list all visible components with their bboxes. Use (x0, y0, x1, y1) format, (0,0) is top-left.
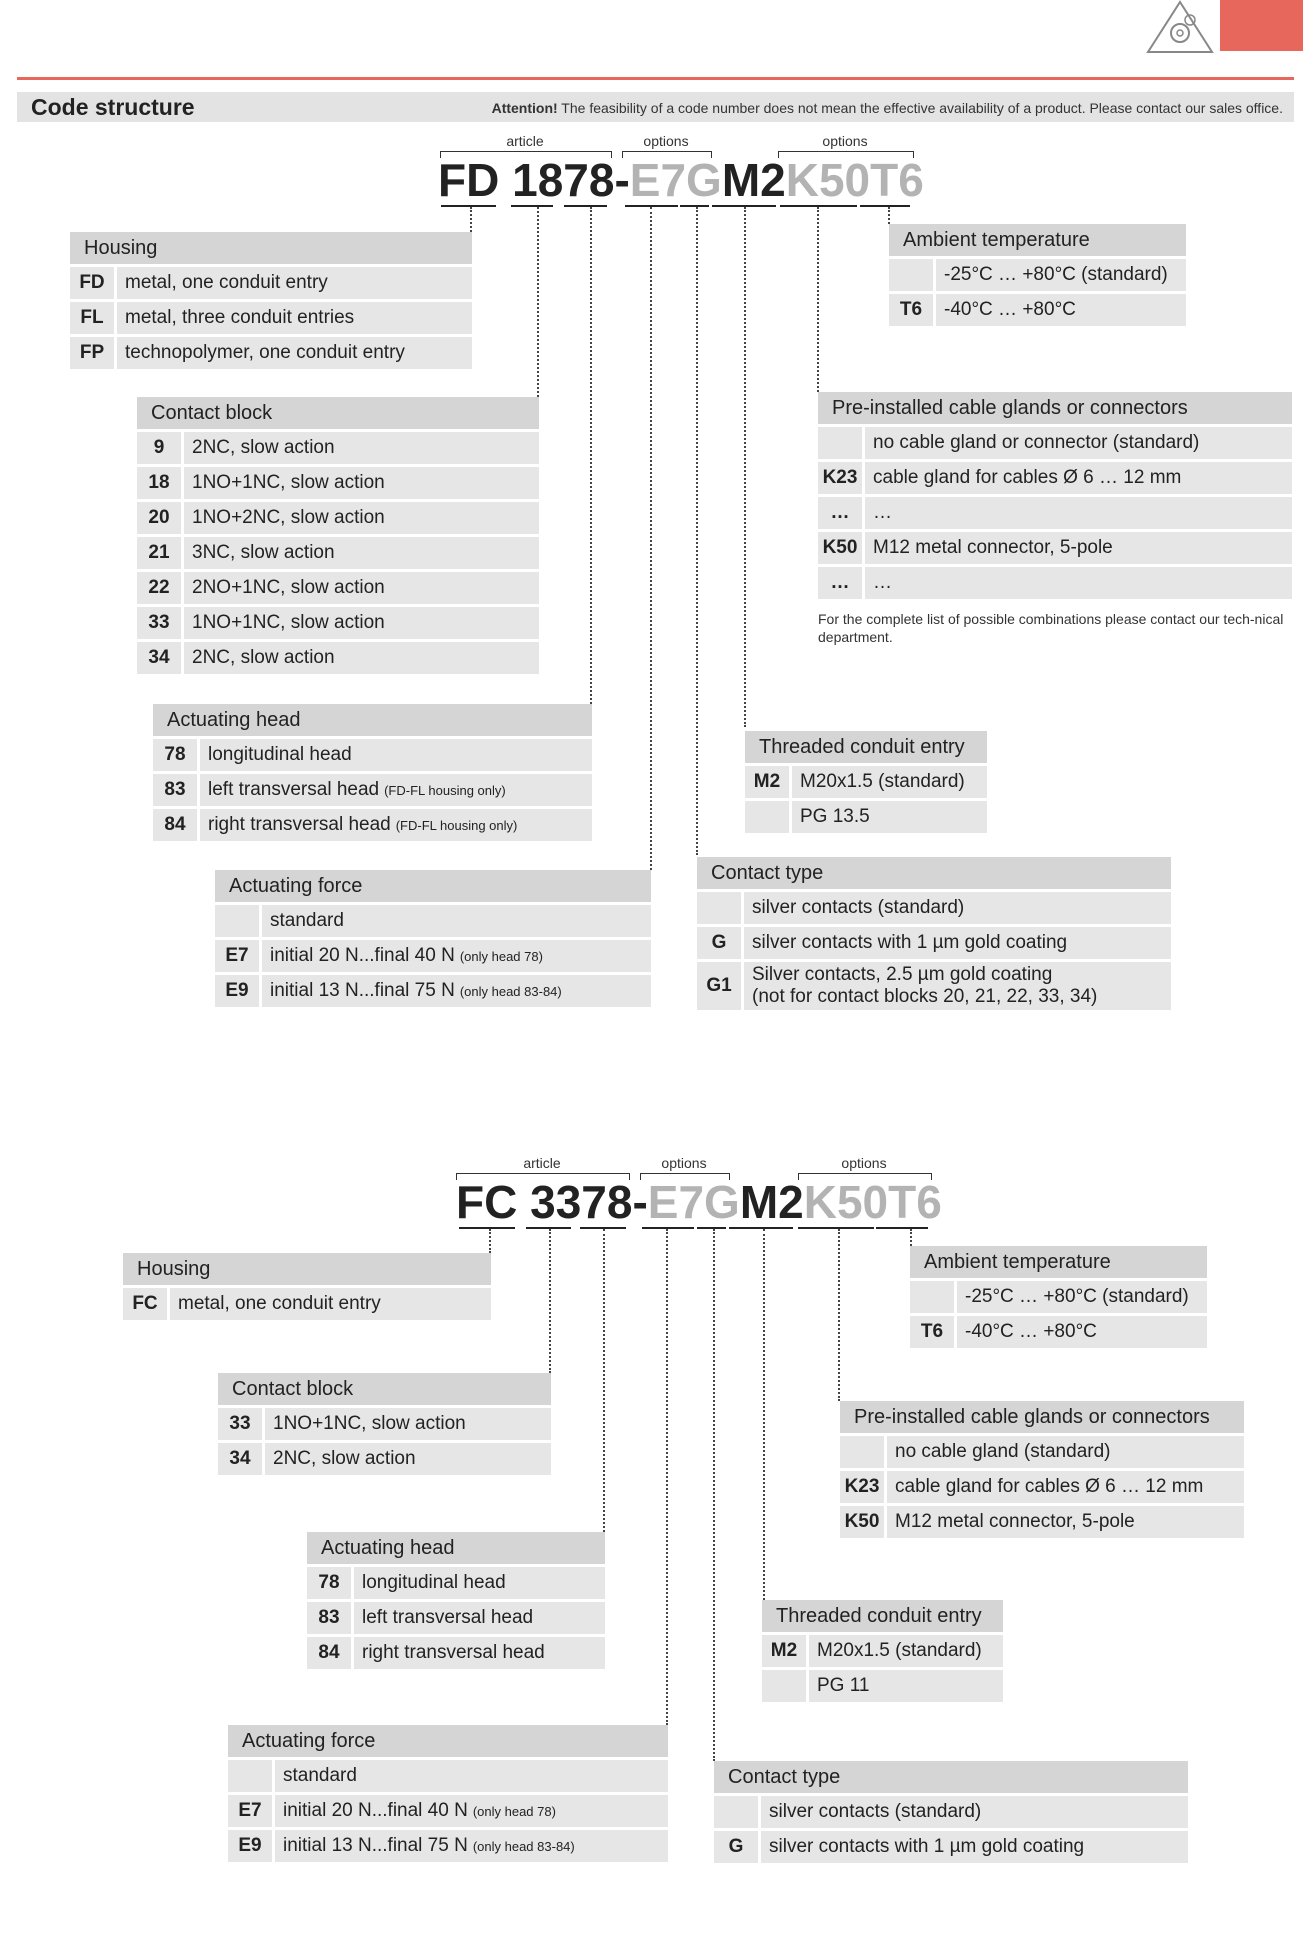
table-row (697, 962, 1171, 1010)
connector-line (888, 207, 890, 224)
attention-text: The feasibility of a code number does not mean the effective availability of a product. Please contact our sales office. (557, 100, 1283, 116)
table-row (818, 497, 1292, 529)
table-title: Threaded conduit entry (762, 1600, 1003, 1632)
connector-line (489, 1229, 491, 1253)
housing-table (70, 232, 472, 372)
table-title: Actuating force (215, 870, 651, 902)
actuating-force-table (228, 1725, 668, 1865)
option-code: 83 (307, 1602, 351, 1634)
option-desc: M12 metal connector, 5-pole (887, 1506, 1244, 1538)
option-code (762, 1670, 806, 1702)
option-desc: M20x1.5 (standard) (792, 766, 987, 798)
code-housing: FC (456, 1176, 518, 1228)
segment-label-options: options (841, 1155, 887, 1171)
option-desc (275, 1795, 668, 1827)
option-desc: M20x1.5 (standard) (809, 1635, 1003, 1667)
table-row (840, 1471, 1244, 1503)
option-desc (262, 905, 651, 937)
option-code (818, 427, 862, 459)
corner-accent-bar (1220, 0, 1303, 51)
connector-line (838, 1229, 840, 1401)
threaded-entry-table (762, 1600, 1003, 1705)
option-desc (200, 774, 592, 806)
option-code: 33 (218, 1408, 262, 1440)
table-row (818, 567, 1292, 599)
table-row (228, 1830, 668, 1862)
contact-block-table (137, 397, 539, 677)
option-desc: 3NC, slow action (184, 537, 539, 569)
code-underline (876, 1227, 928, 1229)
option-desc (744, 962, 1171, 1010)
connector-line (666, 1229, 668, 1725)
option-desc: PG 13.5 (792, 801, 987, 833)
cable-glands-table (840, 1401, 1244, 1541)
table-row (697, 927, 1171, 959)
product-code-2 (456, 1176, 942, 1228)
option-desc-text: longitudinal head (208, 744, 352, 765)
option-desc (262, 975, 651, 1007)
code-dash: - (632, 1176, 648, 1228)
threaded-entry-table (745, 731, 987, 836)
table-row (840, 1436, 1244, 1468)
option-code: K23 (818, 462, 862, 494)
option-desc: -25°C … +80°C (standard) (957, 1281, 1207, 1313)
option-code: 78 (307, 1567, 351, 1599)
code-underline (680, 205, 709, 207)
table-row (307, 1637, 605, 1669)
option-desc-line: (not for contact blocks 20, 21, 22, 33, 34) (752, 986, 1098, 1007)
option-desc: -40°C … +80°C (936, 294, 1186, 326)
table-title: Housing (70, 232, 472, 264)
option-code: 84 (153, 809, 197, 841)
code-threaded: M2 (721, 154, 786, 206)
option-code: … (818, 497, 862, 529)
option-desc-text: initial 20 N...final 40 N (283, 1800, 468, 1821)
connector-line (744, 207, 746, 727)
segment-label-article: article (523, 1155, 561, 1171)
table-title: Housing (123, 1253, 491, 1285)
contact-type-table (697, 857, 1171, 1013)
option-desc: 2NC, slow action (184, 642, 539, 674)
segment-label-options: options (643, 133, 689, 149)
contact-type-table (714, 1761, 1188, 1866)
option-desc: M12 metal connector, 5-pole (865, 532, 1292, 564)
table-row (697, 892, 1171, 924)
table-row (137, 467, 539, 499)
option-desc: 1NO+2NC, slow action (184, 502, 539, 534)
code-underline (798, 1227, 874, 1229)
table-row (745, 801, 987, 833)
option-desc: silver contacts with 1 µm gold coating (744, 927, 1171, 959)
option-code: 33 (137, 607, 181, 639)
option-code: T6 (910, 1316, 954, 1348)
gear-warning-icon (1146, 0, 1214, 54)
table-row (910, 1316, 1207, 1348)
connector-line (713, 1229, 715, 1761)
code-dash: - (614, 154, 630, 206)
code-threaded: M2 (739, 1176, 804, 1228)
table-row (153, 739, 592, 771)
option-code: FL (70, 302, 114, 334)
option-desc-text: initial 13 N...final 75 N (270, 980, 455, 1001)
option-desc: metal, three conduit entries (117, 302, 472, 334)
table-row (228, 1795, 668, 1827)
code-underline (729, 1227, 793, 1229)
table-title: Threaded conduit entry (745, 731, 987, 763)
option-desc: silver contacts (standard) (744, 892, 1171, 924)
table-title: Actuating head (307, 1532, 605, 1564)
table-row (137, 572, 539, 604)
option-code: 18 (137, 467, 181, 499)
table-row (70, 267, 472, 299)
ambient-temperature-table (889, 224, 1186, 329)
table-row (818, 532, 1292, 564)
table-row (215, 905, 651, 937)
option-code: G1 (697, 962, 741, 1010)
table-row (218, 1408, 551, 1440)
option-code (910, 1281, 954, 1313)
table-title: Contact type (697, 857, 1171, 889)
option-code: 21 (137, 537, 181, 569)
option-code: 78 (153, 739, 197, 771)
table-row (228, 1760, 668, 1792)
table-row (137, 642, 539, 674)
option-code (215, 905, 259, 937)
table-row (307, 1567, 605, 1599)
code-underline (441, 205, 496, 207)
code-underline (642, 1227, 694, 1229)
option-desc-text: initial 13 N...final 75 N (283, 1835, 468, 1856)
option-note: (only head 78) (472, 1803, 556, 1819)
option-desc-text: left transversal head (208, 779, 380, 800)
connector-line (537, 207, 539, 397)
table-row (123, 1288, 491, 1320)
table-row (218, 1443, 551, 1475)
segment-label-options: options (661, 1155, 707, 1171)
connector-line (549, 1229, 551, 1373)
table-row (153, 774, 592, 806)
option-code (714, 1796, 758, 1828)
option-code: K23 (840, 1471, 884, 1503)
header-rule (17, 77, 1294, 80)
option-code: FC (123, 1288, 167, 1320)
option-code: G (697, 927, 741, 959)
table-row (889, 294, 1186, 326)
option-code: FD (70, 267, 114, 299)
table-row (714, 1831, 1188, 1863)
connector-line (817, 207, 819, 392)
option-desc: 1NO+1NC, slow action (265, 1408, 551, 1440)
option-desc-text: standard (270, 910, 344, 931)
table-title: Ambient temperature (910, 1246, 1207, 1278)
table-title: Actuating force (228, 1725, 668, 1757)
option-code: G (714, 1831, 758, 1863)
table-row (215, 940, 651, 972)
table-title: Contact type (714, 1761, 1188, 1793)
option-desc: technopolymer, one conduit entry (117, 337, 472, 369)
option-code (745, 801, 789, 833)
option-note: (only head 83-84) (459, 983, 562, 999)
option-code: FP (70, 337, 114, 369)
table-row (137, 607, 539, 639)
option-note: (FD-FL housing only) (384, 782, 506, 798)
option-code: K50 (840, 1506, 884, 1538)
option-code: M2 (745, 766, 789, 798)
option-code (697, 892, 741, 924)
option-code (228, 1760, 272, 1792)
option-desc: 2NO+1NC, slow action (184, 572, 539, 604)
code-options-gray: E7G (647, 1176, 740, 1228)
option-desc: 2NC, slow action (265, 1443, 551, 1475)
option-desc: … (865, 567, 1292, 599)
cable-glands-table (818, 392, 1292, 602)
housing-table (123, 1253, 491, 1323)
table-row (714, 1796, 1188, 1828)
option-desc: PG 11 (809, 1670, 1003, 1702)
table-row (70, 302, 472, 334)
table-row (137, 502, 539, 534)
table-row (910, 1281, 1207, 1313)
table-row (818, 427, 1292, 459)
option-desc: silver contacts (standard) (761, 1796, 1188, 1828)
option-code (889, 259, 933, 291)
segment-label-article: article (506, 133, 544, 149)
code-options-gray: K50T6 (785, 154, 924, 206)
table-row (153, 809, 592, 841)
option-code: 83 (153, 774, 197, 806)
option-code: E7 (228, 1795, 272, 1827)
table-row (137, 537, 539, 569)
option-code: 84 (307, 1637, 351, 1669)
option-desc-line: Silver contacts, 2.5 µm gold coating (752, 964, 1053, 985)
table-row (762, 1635, 1003, 1667)
code-options-gray: E7G (629, 154, 722, 206)
option-desc: cable gland for cables Ø 6 … 12 mm (887, 1471, 1244, 1503)
option-desc: longitudinal head (354, 1567, 605, 1599)
option-desc: 2NC, slow action (184, 432, 539, 464)
option-code: M2 (762, 1635, 806, 1667)
option-note: (only head 78) (459, 948, 543, 964)
code-underline (511, 205, 553, 207)
option-desc-text: right transversal head (208, 814, 391, 835)
code-housing: FD (438, 154, 500, 206)
table-row (307, 1602, 605, 1634)
option-desc: metal, one conduit entry (170, 1288, 491, 1320)
table-row (745, 766, 987, 798)
option-desc (200, 809, 592, 841)
option-desc (275, 1760, 668, 1792)
option-desc: right transversal head (354, 1637, 605, 1669)
contact-block-table (218, 1373, 551, 1478)
option-desc: silver contacts with 1 µm gold coating (761, 1831, 1188, 1863)
table-title: Contact block (137, 397, 539, 429)
actuating-force-table (215, 870, 651, 1010)
option-code: T6 (889, 294, 933, 326)
option-desc: no cable gland or connector (standard) (865, 427, 1292, 459)
option-note: (FD-FL housing only) (395, 817, 518, 833)
code-article: 1878 (512, 154, 615, 206)
connector-line (470, 207, 472, 232)
option-desc (275, 1830, 668, 1862)
option-desc (200, 739, 592, 771)
glands-footnote: For the complete list of possible combinations please contact our tech-nical department. (818, 611, 1284, 645)
table-row (889, 259, 1186, 291)
table-title: Pre-installed cable glands or connectors (840, 1401, 1244, 1433)
table-title: Actuating head (153, 704, 592, 736)
table-row (215, 975, 651, 1007)
code-underline (564, 205, 607, 207)
actuating-head-table (153, 704, 592, 844)
option-desc: metal, one conduit entry (117, 267, 472, 299)
connector-line (590, 207, 592, 704)
code-underline (459, 1227, 515, 1229)
connector-line (910, 1229, 912, 1246)
table-row (840, 1506, 1244, 1538)
ambient-temperature-table (910, 1246, 1207, 1351)
option-desc: left transversal head (354, 1602, 605, 1634)
option-desc (262, 940, 651, 972)
option-desc: … (865, 497, 1292, 529)
table-title: Pre-installed cable glands or connectors (818, 392, 1292, 424)
option-code: 22 (137, 572, 181, 604)
code-article: 3378 (530, 1176, 633, 1228)
table-row (70, 337, 472, 369)
page-title: Code structure (31, 94, 195, 120)
code-underline (860, 205, 910, 207)
option-desc: no cable gland (standard) (887, 1436, 1244, 1468)
segment-label-options: options (822, 133, 868, 149)
actuating-head-table (307, 1532, 605, 1672)
connector-line (763, 1229, 765, 1600)
option-desc: -40°C … +80°C (957, 1316, 1207, 1348)
connector-line (603, 1229, 605, 1532)
option-desc: 1NO+1NC, slow action (184, 467, 539, 499)
code-options-gray: K50T6 (803, 1176, 942, 1228)
table-row (818, 462, 1292, 494)
option-code: 9 (137, 432, 181, 464)
connector-line (650, 207, 652, 870)
option-code: E9 (228, 1830, 272, 1862)
code-underline (697, 1227, 726, 1229)
table-row (137, 432, 539, 464)
option-code: 20 (137, 502, 181, 534)
product-code-1 (438, 154, 924, 206)
connector-line (696, 207, 698, 855)
option-code: 34 (137, 642, 181, 674)
option-desc: cable gland for cables Ø 6 … 12 mm (865, 462, 1292, 494)
option-code (840, 1436, 884, 1468)
option-note: (only head 83-84) (472, 1838, 575, 1854)
option-code: 34 (218, 1443, 262, 1475)
option-desc-text: standard (283, 1765, 357, 1786)
option-desc: -25°C … +80°C (standard) (936, 259, 1186, 291)
table-title: Contact block (218, 1373, 551, 1405)
attention-notice (492, 98, 1283, 118)
attention-label: Attention! (491, 100, 558, 116)
table-title: Ambient temperature (889, 224, 1186, 256)
option-desc: 1NO+1NC, slow action (184, 607, 539, 639)
option-code: … (818, 567, 862, 599)
table-row (762, 1670, 1003, 1702)
option-code: E7 (215, 940, 259, 972)
option-code: E9 (215, 975, 259, 1007)
option-code: K50 (818, 532, 862, 564)
option-desc-text: initial 20 N...final 40 N (270, 945, 455, 966)
